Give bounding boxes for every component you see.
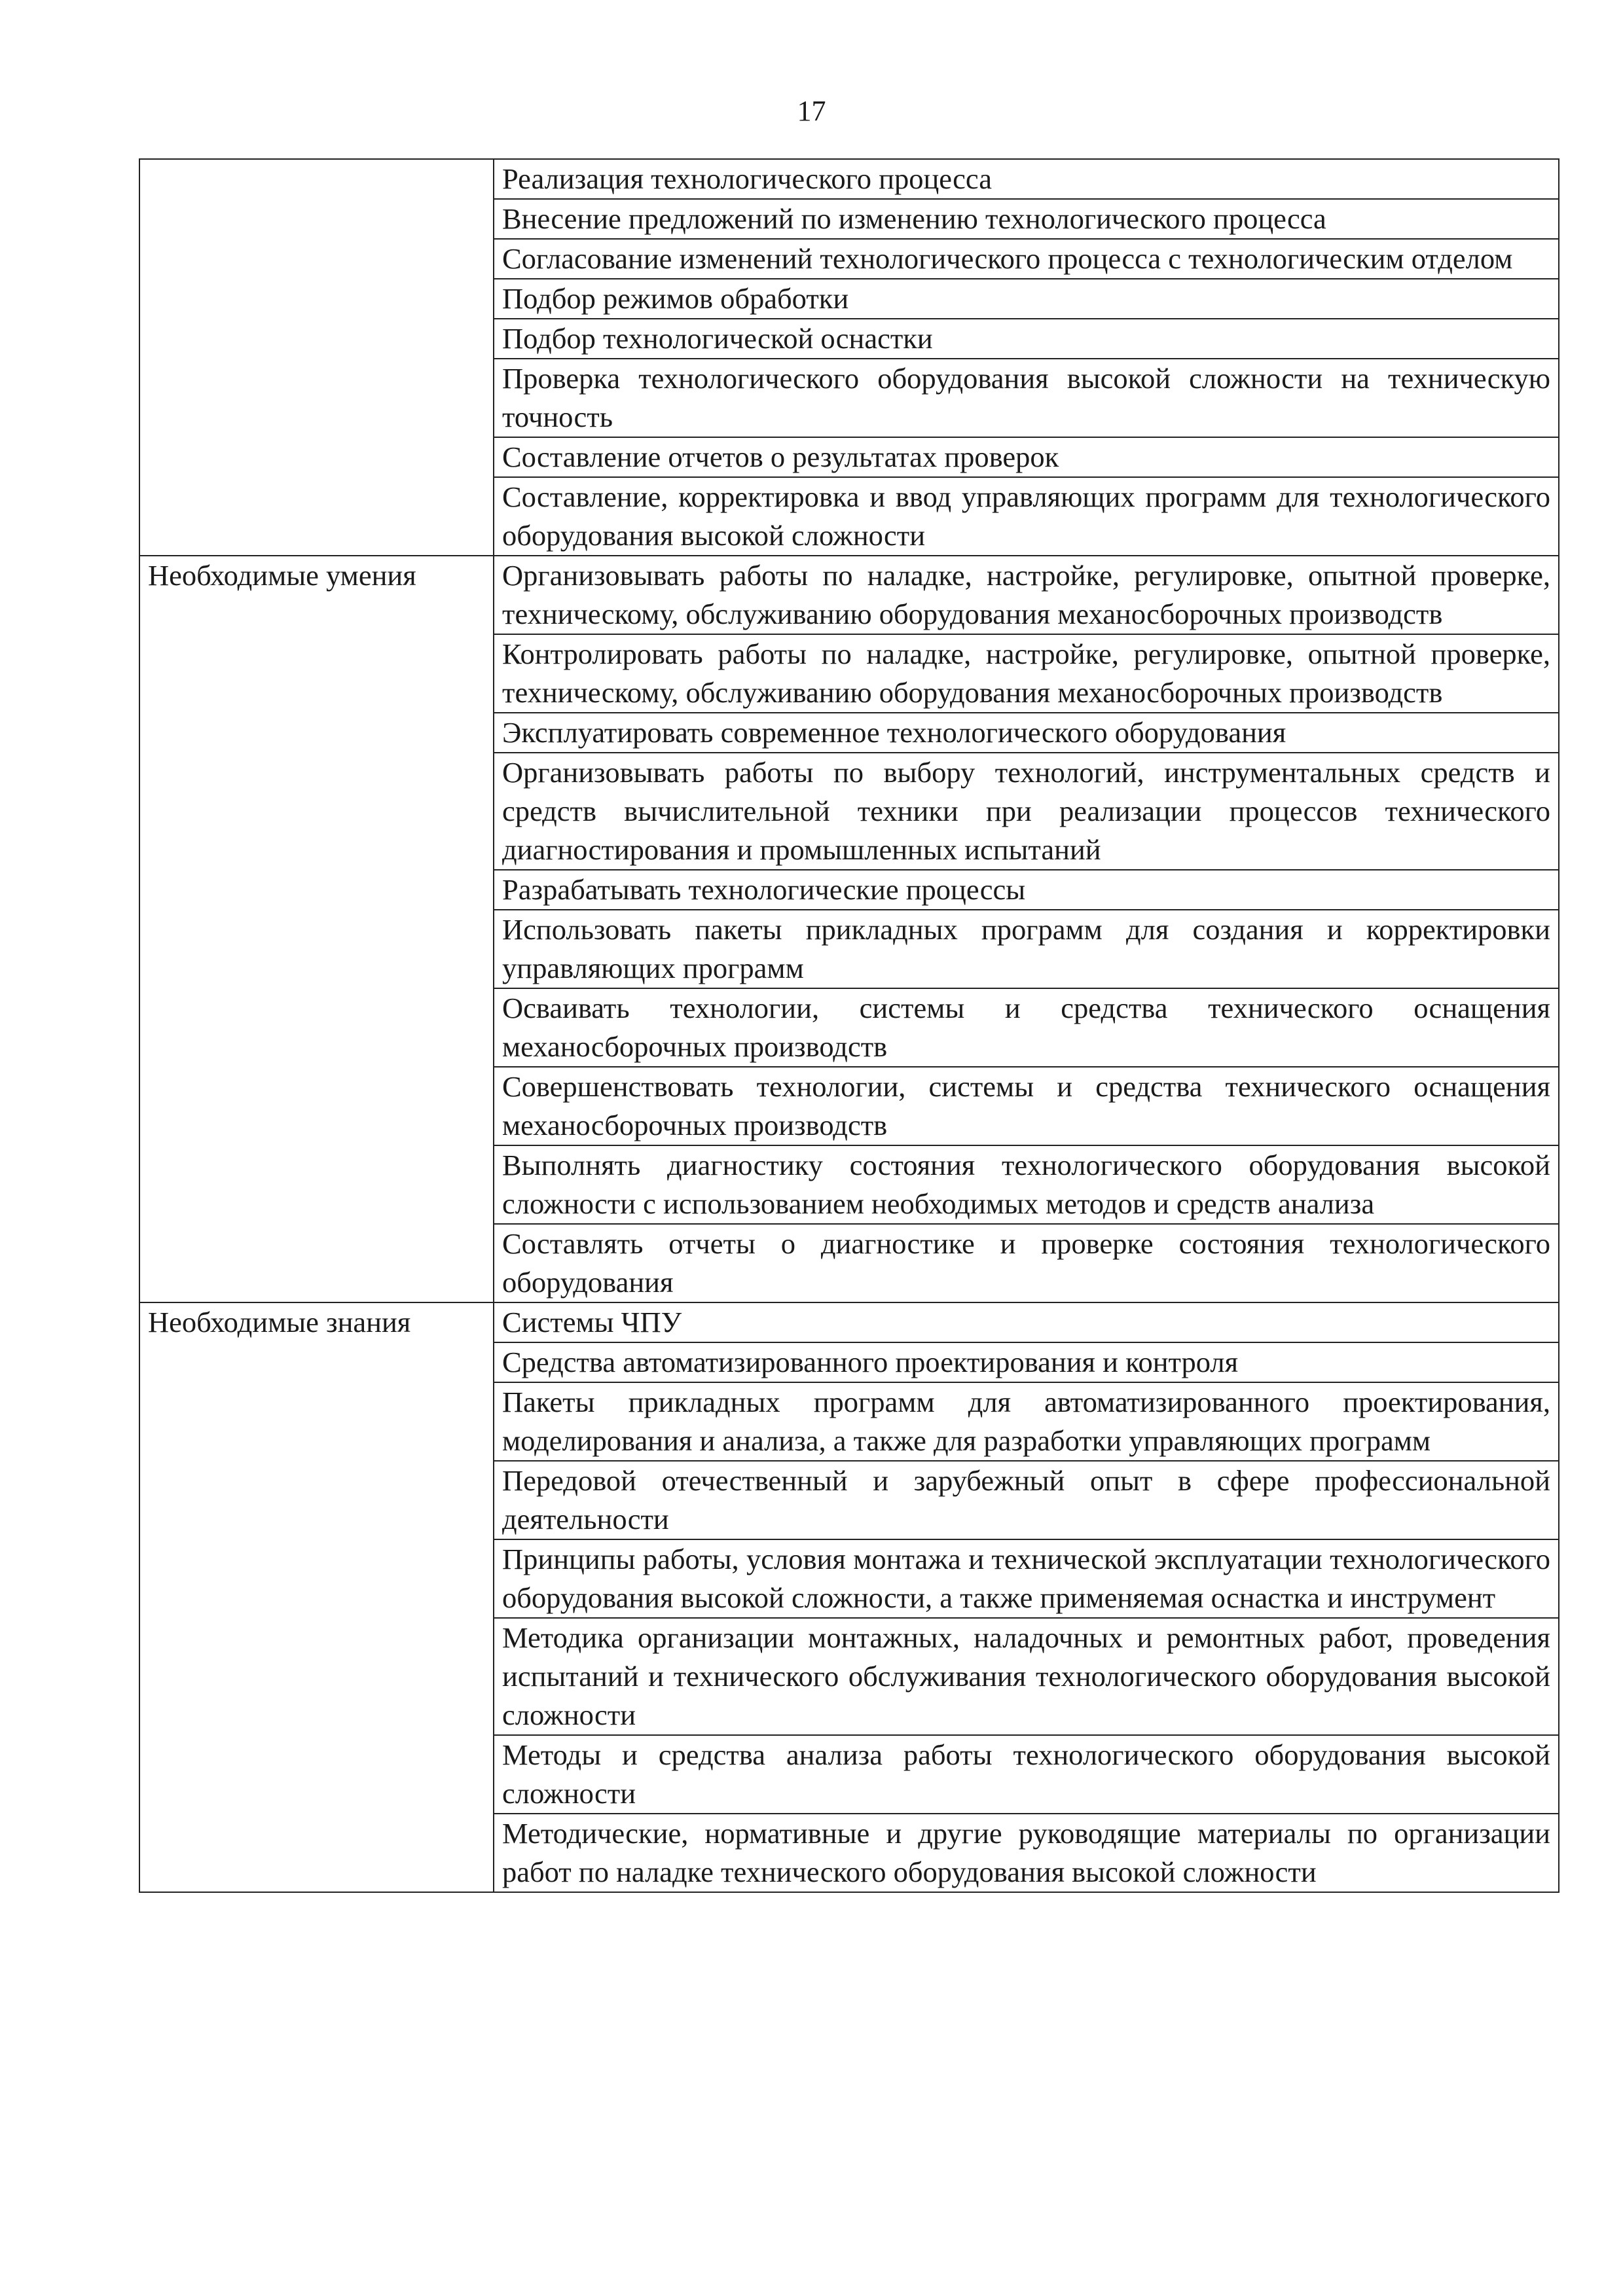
table-row: [139, 159, 1559, 199]
requirement-item: Составление, корректировка и ввод управляющих программ для технологического оборудования высокой сложности: [494, 477, 1559, 556]
requirement-item: Методические, нормативные и другие руководящие материалы по организации работ по наладке технического оборудования высокой сложности: [494, 1814, 1559, 1892]
requirement-item: Подбор режимов обработки: [494, 279, 1559, 319]
requirement-item: Передовой отечественный и зарубежный опыт в сфере профессиональной деятельности: [494, 1461, 1559, 1539]
requirement-item: Внесение предложений по изменению технологического процесса: [494, 199, 1559, 239]
requirement-item: Реализация технологического процесса: [494, 159, 1559, 199]
requirement-item: Принципы работы, условия монтажа и технической эксплуатации технологического оборудования высокой сложности, а также применяемая оснастка и инструмент: [494, 1539, 1559, 1618]
requirement-item: Методы и средства анализа работы технологического оборудования высокой сложности: [494, 1735, 1559, 1814]
section-label: Необходимые умения: [139, 556, 494, 1302]
requirements-table-body: [139, 159, 1559, 1892]
requirement-item: Осваивать технологии, системы и средства технического оснащения механосборочных производств: [494, 988, 1559, 1067]
table-row: [139, 1302, 1559, 1342]
requirement-item: Организовывать работы по наладке, настройке, регулировке, опытной проверке, техническому, обслуживанию оборудования механосборочных производств: [494, 556, 1559, 634]
requirement-item: Организовывать работы по выбору технологий, инструментальных средств и средств вычислительной техники при реализации процессов технического диагностирования и промышленных испытаний: [494, 753, 1559, 870]
requirement-item: Составление отчетов о результатах проверок: [494, 437, 1559, 477]
requirement-item: Методика организации монтажных, наладочных и ремонтных работ, проведения испытаний и технического обслуживания технологического оборудования высокой сложности: [494, 1618, 1559, 1735]
requirement-item: Составлять отчеты о диагностике и проверке состояния технологического оборудования: [494, 1224, 1559, 1302]
requirement-item: Совершенствовать технологии, системы и средства технического оснащения механосборочных производств: [494, 1067, 1559, 1145]
table-row: [139, 556, 1559, 634]
requirements-table: [139, 158, 1559, 1893]
section-label: [139, 159, 494, 556]
requirement-item: Выполнять диагностику состояния технологического оборудования высокой сложности с использованием необходимых методов и средств анализа: [494, 1145, 1559, 1224]
requirement-item: Системы ЧПУ: [494, 1302, 1559, 1342]
requirement-item: Контролировать работы по наладке, настройке, регулировке, опытной проверке, техническому, обслуживанию оборудования механосборочных производств: [494, 634, 1559, 713]
requirement-item: Средства автоматизированного проектирования и контроля: [494, 1342, 1559, 1382]
requirement-item: Использовать пакеты прикладных программ для создания и корректировки управляющих программ: [494, 910, 1559, 988]
page-number: 17: [797, 95, 826, 127]
requirement-item: Эксплуатировать современное технологического оборудования: [494, 713, 1559, 753]
requirement-item: Подбор технологической оснастки: [494, 319, 1559, 359]
requirement-item: Согласование изменений технологического процесса с технологическим отделом: [494, 239, 1559, 279]
requirement-item: Разрабатывать технологические процессы: [494, 870, 1559, 910]
requirement-item: Проверка технологического оборудования высокой сложности на техническую точность: [494, 359, 1559, 437]
requirement-item: Пакеты прикладных программ для автоматизированного проектирования, моделирования и анализа, а также для разработки управляющих программ: [494, 1382, 1559, 1461]
section-label: Необходимые знания: [139, 1302, 494, 1892]
